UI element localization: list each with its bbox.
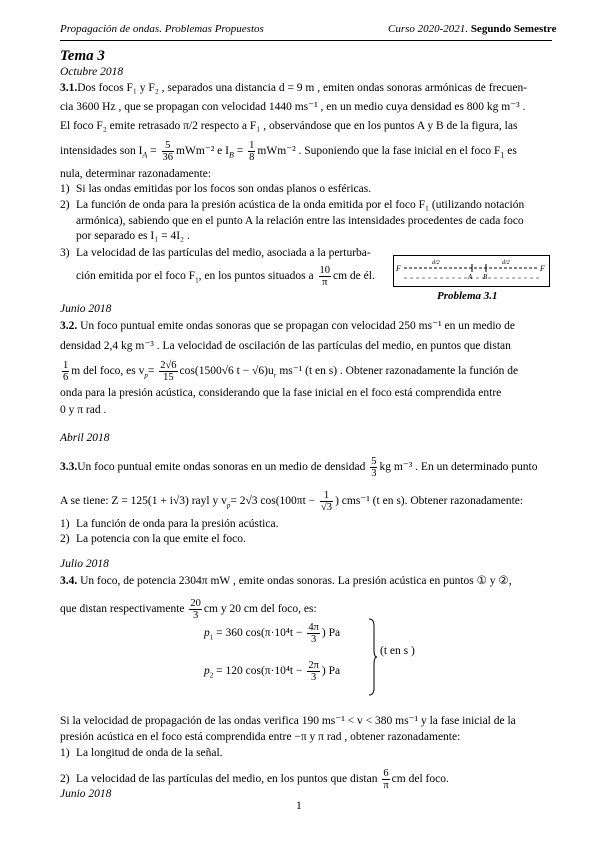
p1-item3-cont: ción emitida por el foco $F_1$, en los puntos situados a $\frac{10}{\pi}$ cm de él. — [76, 265, 375, 288]
figure-caption: Problema 3.1 — [437, 290, 498, 302]
p4-frac-phase2: $\frac{2\pi}{3}$ — [308, 660, 319, 683]
p3-item2: 2) La potencia con la que emite el foco. — [60, 533, 246, 545]
p2-line1: 3.2. Un foco puntual emite ondas sonoras que se propagan con velocidad 250 ms⁻¹ en un medio de — [60, 320, 516, 332]
fig-label-d2-left: d/2 — [432, 260, 440, 266]
p3-line1: 3.3.Un foco puntual emite ondas sonoras en un medio de densidad $\frac{5}{3}$ kg m⁻³ . En un determinado punto — [60, 456, 538, 479]
p2-frac-coef: $\frac{2√6}{15}$ — [160, 360, 177, 383]
p5-date: Junio 2018 — [60, 788, 112, 800]
p1-line3: El foco F₂ emite retrasado π/2 respecto a F₁ , observándose que en los puntos A y B de la figura, las — [60, 120, 518, 132]
p3-item1: 1) La función de onda para la presión acústica. — [60, 518, 279, 530]
section-title: Tema 3 — [60, 48, 105, 64]
p3-frac-phase: $\frac{1}{√3}$ — [321, 490, 333, 513]
p4-equation-1: $p_1 = 360$ cos(π·10⁴t − $\frac{4\pi}{3}$ ) Pa — [204, 622, 341, 645]
p4-line3: Si la velocidad de propagación de las ondas verifica 190 ms⁻¹ < v < 380 ms⁻¹ y la fase inicial de la — [60, 715, 516, 727]
p1-frac-dist: $\frac{10}{\pi}$ — [319, 265, 330, 288]
fig-label-f1: F — [540, 264, 545, 273]
p4-equation-brace — [368, 618, 378, 696]
p1-item1: 1) Si las ondas emitidas por los focos son ondas planos o esféricas. — [60, 183, 372, 195]
p2-line2: densidad 2,4 kg m⁻³ . La velocidad de oscilación de las partículas del medio, en puntos que distan — [60, 340, 511, 352]
p1-line1: 3.1.Dos focos F₁ y F₂ , separados una distancia d = 9 m , emiten ondas sonoras armónicas de frecuen- — [60, 82, 528, 94]
p3-line2: A se tiene: Z = 125(1 + i√3) rayl y $v_p= 2√3$ cos(100πt − $\frac{1}{√3}$ ) cms⁻¹ (t en s). Obtener razonadamente: — [60, 490, 524, 513]
fig-label-f2: F — [396, 264, 401, 273]
p4-item1: 1) La longitud de onda de la señal. — [60, 747, 223, 759]
p2-line4: onda para la presión acústica, considerando que la fase inicial en el foco está comprendida entre — [60, 387, 502, 399]
fig-label-a: A — [468, 273, 473, 281]
p3-frac-density: $\frac{5}{3}$ — [371, 456, 377, 479]
p4-line2: que distan respectivamente $\frac{20}{3}$ cm y 20 cm del foco, es: — [60, 598, 317, 621]
p4-time-units: (t en s ) — [380, 645, 415, 657]
header-left: Propagación de ondas. Problemas Propuestos — [60, 23, 264, 35]
header-semester: Segundo Semestre — [470, 23, 557, 35]
p4-frac-phase1: $\frac{4\pi}{3}$ — [308, 622, 319, 645]
p1-line2: cia 3600 Hz , que se propagan con velocidad 1440 ms⁻¹ , en un medio cuya densidad es 800 kg m⁻³ . — [60, 101, 526, 113]
fig-label-b: B — [483, 273, 488, 281]
problem-3-1-figure — [393, 255, 550, 287]
p2-frac-dist: $\frac{1}{6}$ — [63, 360, 69, 383]
p1-item3: 3) La velocidad de las partículas del medio, asociada a la perturba- — [60, 247, 371, 259]
p1-item2-cont1: armónica), sabiendo que en el punto A la relación entre las intensidades procedentes de cada foco — [76, 215, 524, 227]
p1-item2-cont2: por separado es I₁ = 4I₂ . — [76, 230, 190, 242]
p3-date: Abril 2018 — [60, 432, 110, 444]
p4-frac-dist1: $\frac{20}{3}$ — [190, 598, 201, 621]
page-number: 1 — [296, 800, 302, 812]
p4-item2: 2) La velocidad de las partículas del medio, en los puntos que distan $\frac{6}{\pi}$ cm del foco. — [60, 768, 449, 791]
p2-line3: $\frac{1}{6}$ m del foco, es $v_p=$ $\frac{2√6}{15}$ cos(1500√6 $t - √6)u_r$ ms⁻¹ (t en s) . Obtener razonadamente la función de — [63, 360, 519, 383]
fig-label-d2-right: d/2 — [502, 260, 510, 266]
p1-item2: 2) La función de onda para la presión acústica de la onda emitida por el foco F₁ (utilizando notación — [60, 199, 525, 211]
p1-line4: intensidades son $I_A$ = $\frac{5}{36}$ mWm⁻² e $I_B$ = $\frac{1}{8}$ mWm⁻² . Suponiendo que la fase inicial en el foco $F_1$ es — [60, 140, 517, 163]
p4-frac-dist2: $\frac{6}{\pi}$ — [383, 768, 389, 791]
header-right: Curso 2020-2021. Segundo Semestre — [388, 23, 557, 35]
p1-date: Octubre 2018 — [60, 66, 124, 78]
p1-frac-ib: $\frac{1}{8}$ — [249, 140, 255, 163]
p1-frac-ia: $\frac{5}{36}$ — [162, 140, 174, 163]
p2-date: Junio 2018 — [60, 303, 112, 315]
header-rule — [60, 40, 552, 41]
p4-line1: 3.4. Un foco, de potencia 2304π mW , emite ondas sonoras. La presión acústica en puntos ① y ②, — [60, 575, 512, 587]
p4-equation-2: $p_2 = 120$ cos(π·10⁴t − $\frac{2\pi}{3}$ ) Pa — [204, 660, 341, 683]
p2-line5: 0 y π rad . — [60, 404, 107, 416]
p4-date: Julio 2018 — [60, 558, 109, 570]
p1-line5: nula, determinar razonadamente: — [60, 168, 212, 180]
p4-line4: presión acústica en el foco está comprendida entre −π y π rad , obtener razonadamente: — [60, 731, 461, 743]
